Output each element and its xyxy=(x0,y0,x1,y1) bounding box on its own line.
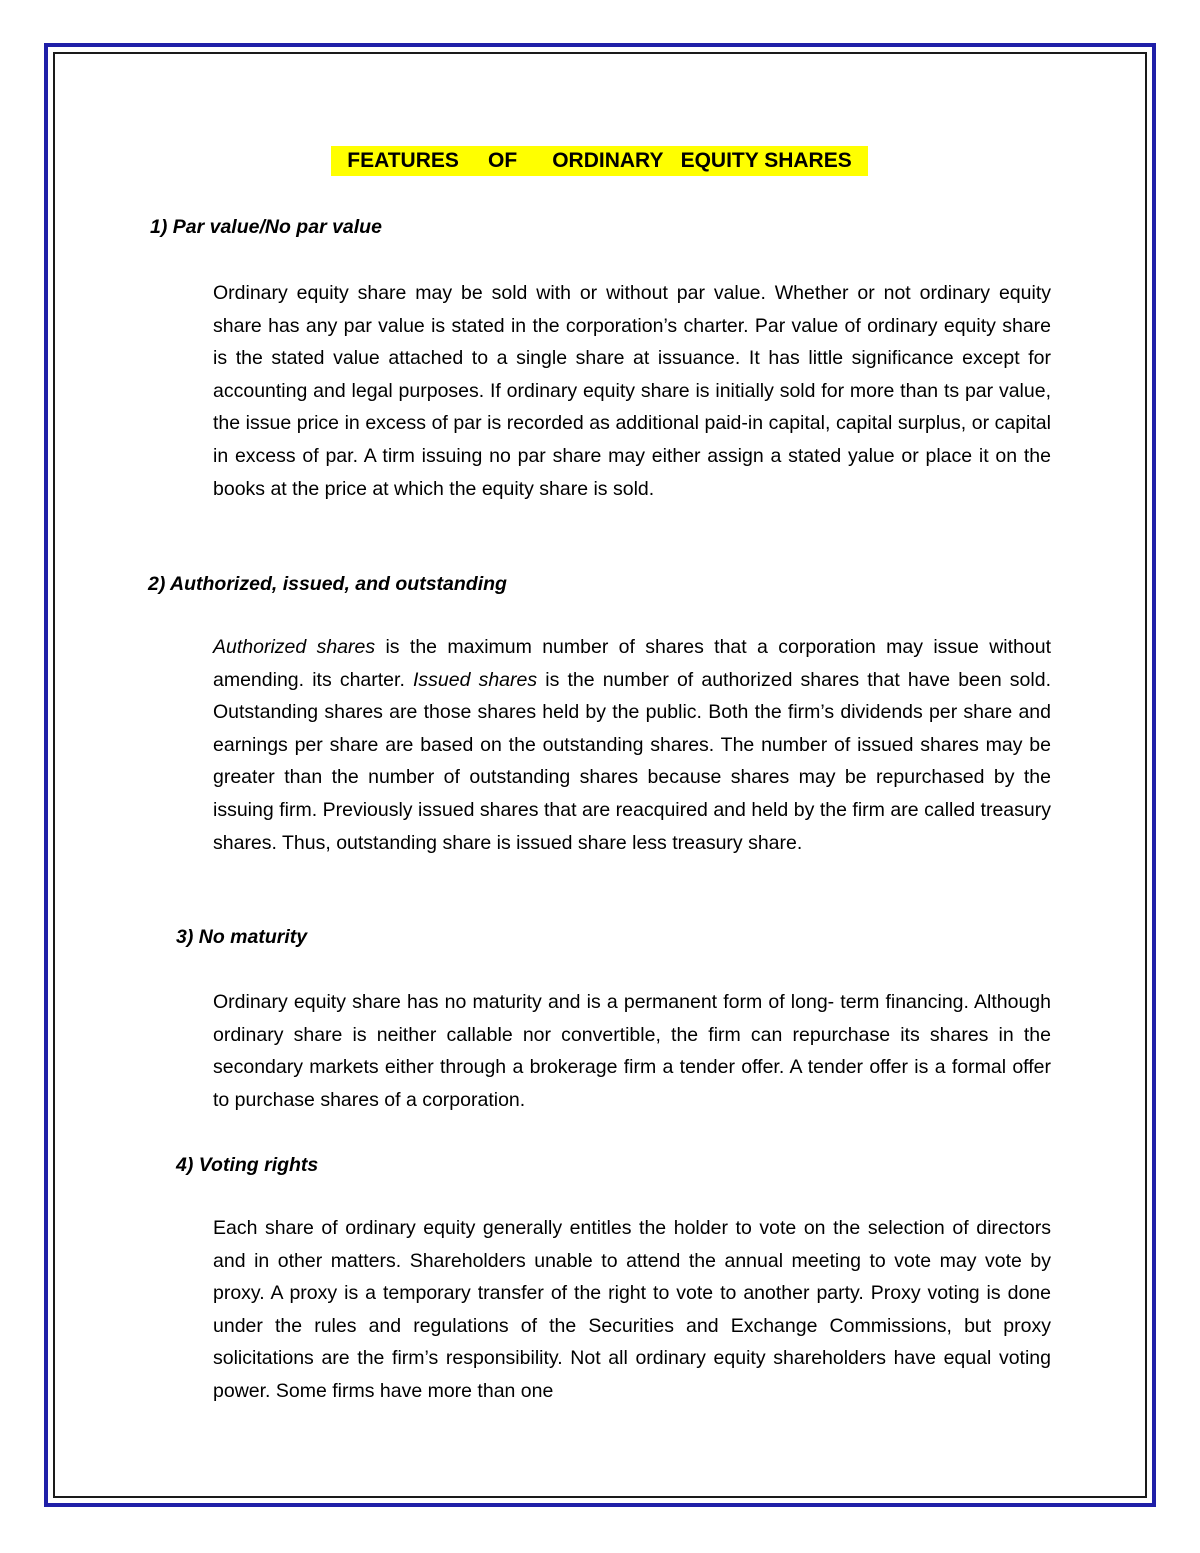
term-authorized-shares: Authorized shares xyxy=(213,636,376,658)
section-heading-no-maturity: 3) No maturity xyxy=(176,926,308,948)
section-paragraph-authorized xyxy=(213,631,1051,859)
authorized-text-1: is the maximum number of shares that a corporation may issue without amending. its charter. xyxy=(213,636,1052,691)
section-heading-par-value: 1) Par value/No par value xyxy=(150,216,382,238)
term-issued-shares: Issued shares xyxy=(413,668,538,691)
section-heading-authorized: 2) Authorized, issued, and outstanding xyxy=(148,573,507,595)
authorized-text-2: is the number of authorized shares that have been sold. Outstanding shares are those shares held by the public. Both the firm’s dividends per share and earnings per share are based on the outstanding shares. The number of issued shares may be greater than the number of outstanding shares because shares may be repurchased by the issuing firm. Previously issued shares that are reacquired and held by the firm are called treasury shares. Thus, outstanding share is issued share less treasury share. xyxy=(213,668,1051,854)
section-paragraph-no-maturity: Ordinary equity share has no maturity and is a permanent form of long- term financing. Although ordinary share is neither callable nor convertible, the firm can repurchase its shares in the secondary markets either through a brokerage firm a tender offer. A tender offer is a formal offer to purchase shares of a corporation. xyxy=(213,991,1051,1111)
section-paragraph-voting-rights: Each share of ordinary equity generally entitles the holder to vote on the selection of directors and in other matters. Shareholders unable to attend the annual meeting to vote may vote by proxy. A proxy is a temporary transfer of the right to vote to another party. Proxy voting is done under the rules and regulations of the Securities and Exchange Commissions, but proxy solicitations are the firm’s responsibility. Not all ordinary equity shareholders have equal voting power. Some firms have more than one xyxy=(213,1217,1051,1402)
section-heading-voting-rights: 4) Voting rights xyxy=(176,1154,319,1176)
section-paragraph-par-value: Ordinary equity share may be sold with or without par value. Whether or not ordinary equity share has any par value is stated in the corporation’s charter. Par value of ordinary equity share is the stated value attached to a single share at issuance. It has little significance except for accounting and legal purposes. If ordinary equity share is initially sold for more than ts par value, the issue price in excess of par is recorded as additional paid-in capital, capital surplus, or capital in excess of par. A tirm issuing no par share may either assign a stated yalue or place it on the books at the price at which the equity share is sold. xyxy=(213,282,1051,500)
page-title: FEATURES OF ORDINARY EQUITY SHARES xyxy=(331,146,868,176)
